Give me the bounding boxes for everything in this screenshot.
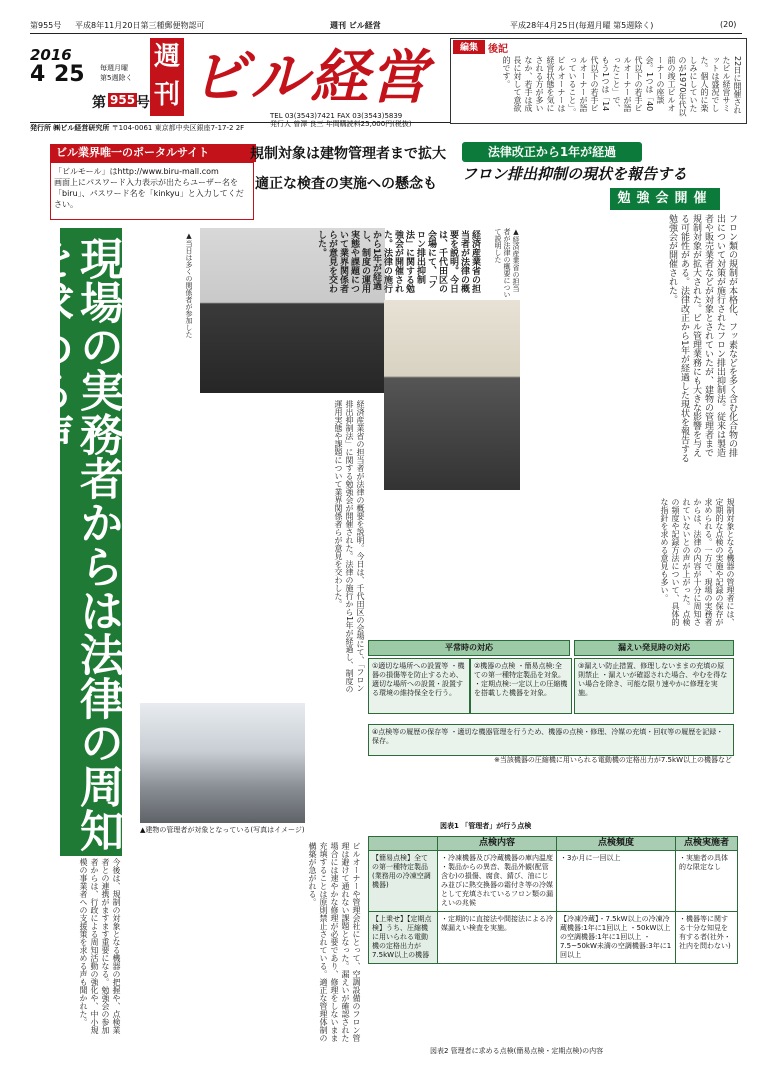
- portal-url-line[interactable]: 「ビルモール」はhttp://www.biru-mall.com: [54, 167, 219, 176]
- table-cell: 【冷凍冷蔵】・7.5kW以上の冷凍冷蔵機器:1年に1回以上 ・50kW以上の空調機器:1年に1回以上 ・7.5~50kW未満の空調機器:3年に1回以上: [557, 912, 676, 964]
- flow-diagram: [368, 640, 736, 810]
- paper-logo: ビル経営: [190, 43, 431, 111]
- portal-instructions: 画面上にパスワード入力表示が出たらユーザー名を「biru」、パスワード名を「kinkyu」と入力してください。: [54, 178, 244, 209]
- table-caption: 図表1 「管理者」が行う点検: [440, 822, 532, 830]
- law-badge: 法律改正から1年が経過: [462, 142, 642, 162]
- photo1-caption: ▲当日は多くの関係者が参加した: [185, 232, 193, 338]
- flow-note: ※当該機器の圧縮機に用いられる電動機の定格出力が7.5kW以上の機器など: [494, 756, 732, 764]
- table-cell: ・定期的に直接法や間接法による冷媒漏えい検査を実施。: [438, 912, 557, 964]
- flow-box-inspect: ②機器の点検 ・簡易点検:全ての第一種特定製品を対象。 ・定期点検:一定以上の圧縮機を搭載した機器を対象。: [470, 658, 572, 714]
- table-cell: ・3か月に一回以上: [557, 851, 676, 912]
- issue-suffix: 号: [136, 95, 150, 111]
- month: 4: [30, 62, 46, 87]
- issue-number-badge: 955: [110, 93, 136, 107]
- table-header: 点検内容: [438, 837, 557, 851]
- flow-box-records: ④点検等の履歴の保存等 ・適切な機器管理を行うため、機器の点検・修理、冷媒の充填・回収等の履歴を記録・保存。: [368, 724, 734, 756]
- year: 2016: [30, 46, 72, 64]
- law-title: フロン排出抑制の現状を報告する: [462, 165, 688, 183]
- table-header: [369, 837, 438, 851]
- normal-heading: 平常時の対応: [368, 640, 570, 656]
- day: 25: [54, 62, 85, 87]
- photo3-caption: ▲建物の管理者が対象となっている(写真はイメージ): [140, 826, 305, 834]
- issue-number: 第955号: [30, 21, 62, 30]
- photo2-caption: ▲経済産業省の担当者が法律の概要について説明した: [494, 228, 520, 298]
- photo-speaker-2: [384, 300, 520, 490]
- headline-regulation: 規制対象は建物管理者まで拡大: [250, 146, 446, 162]
- fax: FAX 03(3543)5839: [337, 112, 403, 120]
- article-col-c: ビルオーナーや管理会社にとって、空調設備のフロン管理は避けて通れない課題となった。漏えいが確認された場合には速やかな修理が必要であり、修理をしないまま充填することは原則禁止されている。適正な管理体制の構築が急がれる。: [308, 842, 361, 1042]
- publisher-line: [30, 122, 450, 133]
- weekly-logo: 週刊: [150, 38, 184, 116]
- article-col-a: 経済産業省の担当者が法律の概要を説明。今日は、千代田区の会場にて、「フロン排出抑制法」に関する勉強会が開催された。法律の施行から1年が経過し、制度の運用実態や課題について業界関係者らが意見を交わした。: [334, 400, 365, 694]
- flow-box-leak: ③漏えい防止措置、修理しないままの充填の原則禁止 ・漏えいが確認された場合、やむを得ない場合を除き、可能な限り速やかに修理を実施。: [574, 658, 734, 714]
- table-cell: ・機器等に関する十分な知見を有する者(社外・社内を問わない): [676, 912, 738, 964]
- page-number: (20): [720, 20, 737, 29]
- table-cell: 【簡易点検】全ての第一種特定製品(業務用の冷凍空調機器): [369, 851, 438, 912]
- leak-heading: 漏えい発見時の対応: [574, 640, 734, 656]
- editor-column-text: 22日に開催されたビル経営サミットは盛況でした。個人的に楽しみにしていたのが1970年代以前の竣工ビルオーナーの座談会。1つは「40代以下の若手ビルオーナーが語ったこと」で、もう1つは「14代以下の若手ビルオーナーが語っていること」。ビルオーナーは経営状態を気にされる方が多いなか、若手は成長に対して意欲的です。: [502, 56, 742, 117]
- photo-city: [140, 703, 305, 823]
- portal-box: [50, 162, 254, 220]
- table-header: 点検頻度: [557, 837, 676, 851]
- headline-concern: 適正な検査の実施への懸念も: [255, 176, 437, 192]
- editor-tag-2: 後記: [488, 44, 508, 55]
- postal-note: 平成8年11月20日第三種郵便物認可: [75, 21, 205, 30]
- issue-prefix: 第: [92, 95, 106, 111]
- schedule-bottom: 第5週除く: [100, 74, 133, 82]
- seminar-badge: 勉強会開催: [610, 188, 720, 210]
- article-col-b: 規制対象となる機器の管理者には、定期的な点検の実施や記録の保存が求められる。一方で、現場の実務者からは、法律の内容が十分に周知されていないとの声が上がった。点検の頻度や記録方法について、具体的な指針を求める意見も多い。: [660, 498, 735, 626]
- inspection-table: [368, 836, 738, 1036]
- issuer: 発行所 ㈱ビル経営研究所: [30, 124, 110, 132]
- table-cell: ・冷凍機器及び冷蔵機器の庫内温度 ・製品からの異音、製品外観(配管含む)の損傷、腐食、錆び、油にじみ並びに熱交換器の霜付き等の冷媒として充填されているフロン類の漏えいの兆候: [438, 851, 557, 912]
- table-cell: 【上乗せ】【定期点検】うち、圧縮機に用いられる電動機の定格出力が7.5kW以上の機器: [369, 912, 438, 964]
- table-footer: 図表2 管理者に求める点検(簡易点検・定期点検)の内容: [430, 1047, 604, 1055]
- article-subhead: 経済産業省の担当者が法律の概要を説明。今日は、千代田区の会場にて、「フロン排出抑制法」に関する勉強会が開催された。法律の施行から1年が経過し、制度の運用実態や課題について業界関係者らが意見を交わした。: [316, 230, 480, 293]
- schedule-top: 毎週月曜: [100, 64, 128, 72]
- portal-heading: ビル業界唯一のポータルサイト: [50, 144, 256, 162]
- publisher-person: 発行人 曾澤 良三: [270, 120, 324, 128]
- subscription: 年間購読料25,000円(税抜): [325, 120, 412, 128]
- lead-text: フロン類の規制が本格化、フッ素などを多く含む化合物の排出について対策が施行されたフロン排出抑制法。従来は製造者や販売業者などが対象とされていたが、建物の管理者まで規制対象が拡大された。ビル管理業務にも大きな影響を与える可能性がある。法律改正から1年が経過した現状を報告する勉強会が開催された。: [667, 214, 737, 463]
- paper-name: 週刊 ビル経営: [330, 21, 381, 30]
- table-cell: ・実施者の具体的な限定なし: [676, 851, 738, 912]
- table-row: [369, 912, 738, 964]
- main-title: 現場の実務者からは法律の周知を求める声: [60, 228, 122, 856]
- date-block: [30, 46, 150, 116]
- address: 〒104-0061 東京都中央区銀座7-17-2 2F: [111, 124, 245, 132]
- editor-tag: 編集: [453, 40, 485, 54]
- article-col-d: 今後は、規制の対象となる機器の把握や、点検業者との連携がますます重要になる。勉強会の参加者からは、行政による周知活動の強化や、中小規模の事業者への支援策を求める声も聞かれた。: [79, 858, 121, 1034]
- table-row: [369, 851, 738, 912]
- top-bar: [30, 20, 742, 34]
- tel: TEL 03(3543)7421: [270, 112, 335, 120]
- date-line: 平成28年4月25日(毎週月曜 第5週除く): [510, 21, 654, 30]
- table-header: 点検実施者: [676, 837, 738, 851]
- flow-box-install: ①適切な場所への設置等 ・機器の損傷等を防止するため、適切な場所への設置・設置する環境の維持保全を行う。: [368, 658, 470, 714]
